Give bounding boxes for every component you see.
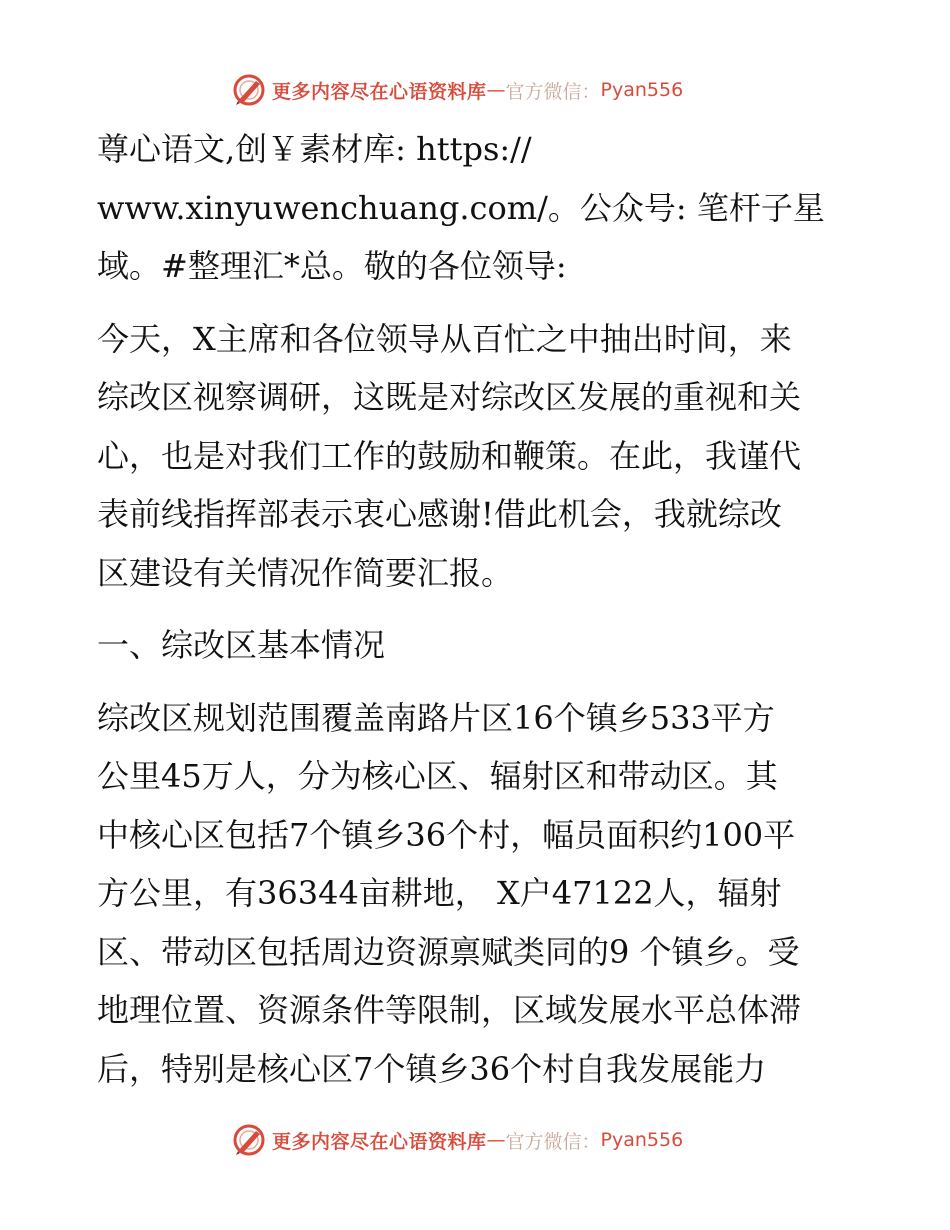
text-line: 区、带动区包括周边资源禀赋类同的9 个镇乡。受 [97, 932, 800, 971]
text-line: 地理位置、资源条件等限制，区域发展水平总体滞 [97, 991, 802, 1029]
watermark-main-text: 更多内容尽在心语资料库 [272, 1130, 487, 1153]
pen-circle-logo-icon [232, 73, 266, 107]
text-line: 域。#整理汇*总。敬的各位领导: [97, 247, 567, 285]
text-line: 心，也是对我们工作的鼓励和鞭策。在此，我谨代 [97, 436, 802, 475]
text-line: 综改区规划范围覆盖南路片区16个镇乡533平方 [97, 698, 775, 737]
text-line: 表前线指挥部表示衷心感谢!借此机会，我就综改 [97, 495, 782, 533]
watermark-dash: — [486, 1129, 506, 1151]
text-line: 方公里，有36344亩耕地， X户47122人，辐射 [97, 874, 782, 912]
watermark-label: 官方微信： [505, 80, 601, 103]
paragraph-greeting [97, 310, 867, 603]
text-line: www.xinyuwenchuang.com/。公众号: 笔杆子星 [97, 188, 825, 227]
watermark-wechat-id: Pyan556 [600, 79, 684, 101]
paragraph-overview [97, 689, 867, 1099]
document-body [97, 118, 867, 1098]
section-heading [97, 616, 867, 675]
footer-watermark [232, 1122, 752, 1158]
text-line: 今天，X主席和各位领导从百忙之中抽出时间，来 [97, 319, 792, 358]
text-line: 区建设有关情况作简要汇报。 [97, 553, 514, 592]
paragraph-intro [97, 120, 867, 296]
text-line: 后，特别是核心区7个镇乡36个村自我发展能力 [97, 1049, 767, 1088]
watermark-wechat-id: Pyan556 [600, 1129, 684, 1151]
text-line: 一、综改区基本情况 [97, 626, 386, 664]
watermark-main-text: 更多内容尽在心语资料库 [272, 80, 487, 103]
text-line: 中核心区包括7个镇乡36个村，幅员面积约100平 [97, 815, 796, 854]
text-line: 公里45万人，分为核心区、辐射区和带动区。其 [97, 757, 778, 795]
watermark-label: 官方微信： [505, 1130, 601, 1153]
text-line: 尊心语文,创￥素材库: https:// [97, 130, 532, 168]
watermark-dash: — [486, 79, 506, 101]
text-line: 综改区视察调研，这既是对综改区发展的重视和关 [97, 378, 802, 416]
header-watermark [232, 72, 752, 108]
pen-circle-logo-icon [232, 1123, 266, 1157]
